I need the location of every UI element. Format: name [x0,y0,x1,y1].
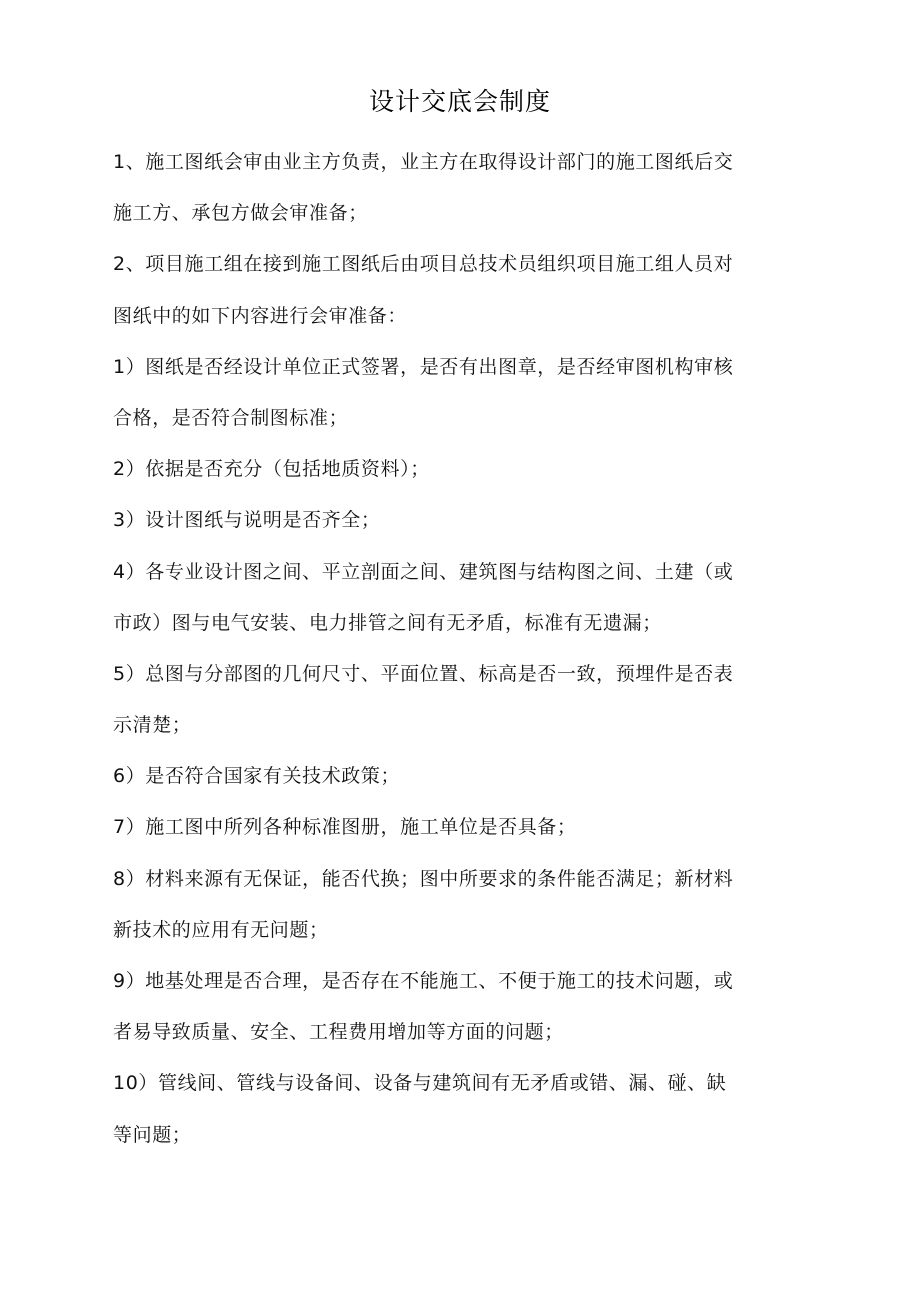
text-line: 5）总图与分部图的几何尺寸、平面位置、标高是否一致，预埋件是否表 [113,662,734,685]
text-line: 9）地基处理是否合理，是否存在不能施工、不便于施工的技术问题，或 [113,970,734,992]
text-line: 3）设计图纸与说明是否齐全； [113,509,381,532]
text-line: 者易导致质量、安全、工程费用增加等方面的问题； [113,1021,564,1044]
text-line: 示清楚； [113,714,192,737]
text-line: 施工方、承包方做会审准备； [113,202,368,225]
text-line: 1、施工图纸会审由业主方负责，业主方在取得设计部门的施工图纸后交 [113,151,734,173]
text-line: 7）施工图中所列各种标准图册，施工单位是否具备； [113,816,577,839]
text-line: 2）依据是否充分（包括地质资料）； [113,458,430,481]
text-line: 4）各专业设计图之间、平立剖面之间、建筑图与结构图之间、土建（或 [113,560,734,583]
text-line: 新技术的应用有无问题； [113,918,329,941]
document-title: 设计交底会制度 [368,87,551,116]
text-line: 市政）图与电气安装、电力排管之间有无矛盾，标准有无遗漏； [113,611,662,634]
text-line: 合格，是否符合制图标准； [113,406,349,429]
text-line: 1）图纸是否经设计单位正式签署，是否有出图章，是否经审图机构审核 [113,355,734,378]
text-line: 2、项目施工组在接到施工图纸后由项目总技术员组织项目施工组人员对 [113,253,734,276]
text-line: 图纸中的如下内容进行会审准备： [113,304,408,327]
text-line: 10）管线间、管线与设备间、设备与建筑间有无矛盾或错、漏、碰、缺 [113,1072,727,1095]
text-line: 等问题； [113,1123,192,1146]
text-line: 8）材料来源有无保证，能否代换；图中所要求的条件能否满足；新材料 [113,867,734,890]
document-body [113,137,813,1161]
text-line: 6）是否符合国家有关技术政策； [113,765,401,788]
